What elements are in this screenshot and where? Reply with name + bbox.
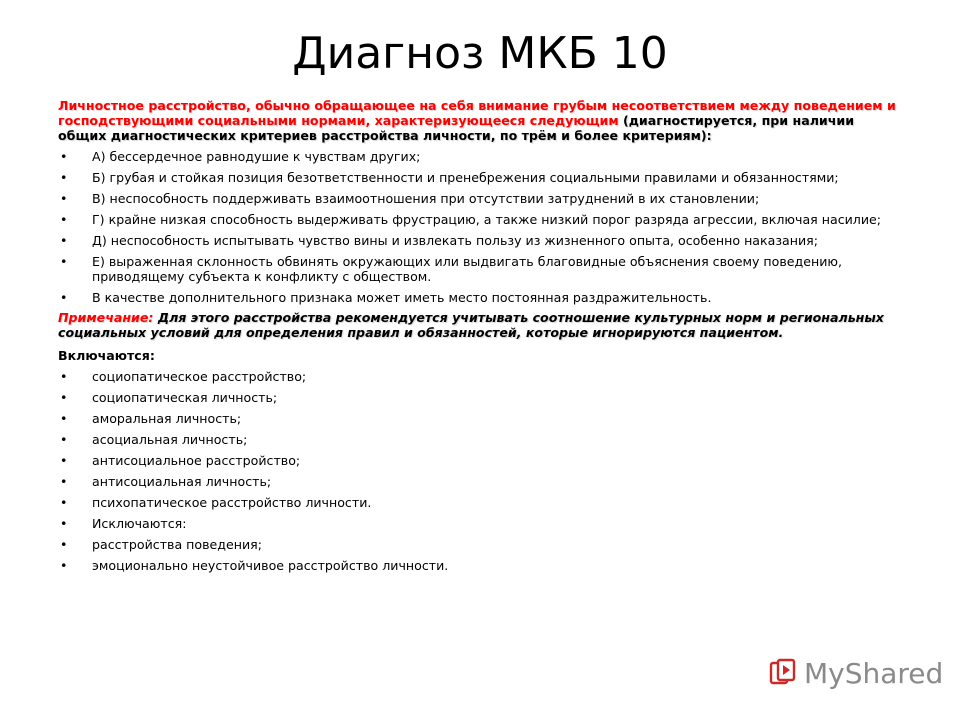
criteria-item: • Г) крайне низкая способность выдерживать фрустрацию, а также низкий порог разряда агрессии, включая насилие; xyxy=(58,212,900,227)
note-label: Примечание: xyxy=(58,310,154,325)
myshared-logo-icon xyxy=(768,658,798,688)
includes-item: • аморальная личность; xyxy=(58,411,900,426)
criteria-item: • Б) грубая и стойкая позиция безответственности и пренебрежения социальными правилами и обязанностями; xyxy=(58,170,900,185)
intro-qualifier: (диагностируется, при наличии общих диагностических критериев расстройства личности, по трём и более критериям): xyxy=(58,113,855,143)
includes-item: • психопатическое расстройство личности. xyxy=(58,495,900,510)
criteria-item: • А) бессердечное равнодушие к чувствам других; xyxy=(58,149,900,164)
watermark-text: MyShared xyxy=(804,656,944,690)
criteria-item: • Д) неспособность испытывать чувство вины и извлекать пользу из жизненного опыта, особенно наказания; xyxy=(58,233,900,248)
note-text: Для этого расстройства рекомендуется учитывать соотношение культурных норм и региональных социальных условий для определения правил и обязанностей, которые игнорируются пациентом. xyxy=(58,310,884,340)
note-paragraph xyxy=(58,310,900,340)
myshared-watermark xyxy=(768,656,943,690)
includes-item: • Исключаются: xyxy=(58,516,900,531)
includes-item: • антисоциальное расстройство; xyxy=(58,453,900,468)
includes-item: • социопатическое расстройство; xyxy=(58,369,900,384)
includes-item: • расстройства поведения; xyxy=(58,537,900,552)
slide-content xyxy=(58,98,900,573)
includes-item: • эмоционально неустойчивое расстройство личности. xyxy=(58,558,900,573)
criteria-list xyxy=(58,149,900,305)
slide-title: Диагноз МКБ 10 xyxy=(292,28,668,79)
includes-heading: Включаются: xyxy=(58,348,155,363)
criteria-item: • Е) выраженная склонность обвинять окружающих или выдвигать благовидные объяснения своему поведению, приводящему субъекта к конфликту с обществом. xyxy=(58,254,900,284)
includes-list xyxy=(58,369,900,573)
intro-paragraph xyxy=(58,98,900,143)
includes-item: • асоциальная личность; xyxy=(58,432,900,447)
includes-item: • социопатическая личность; xyxy=(58,390,900,405)
intro-definition: Личностное расстройство, обычно обращающее на себя внимание грубым несоответствием между поведением и господствующими социальными нормами, характеризующееся следующим xyxy=(58,98,896,128)
criteria-item: • В качестве дополнительного признака может иметь место постоянная раздражительность. xyxy=(58,290,900,305)
criteria-item: • В) неспособность поддерживать взаимоотношения при отсутствии затруднений в их становлении; xyxy=(58,191,900,206)
includes-item: • антисоциальная личность; xyxy=(58,474,900,489)
